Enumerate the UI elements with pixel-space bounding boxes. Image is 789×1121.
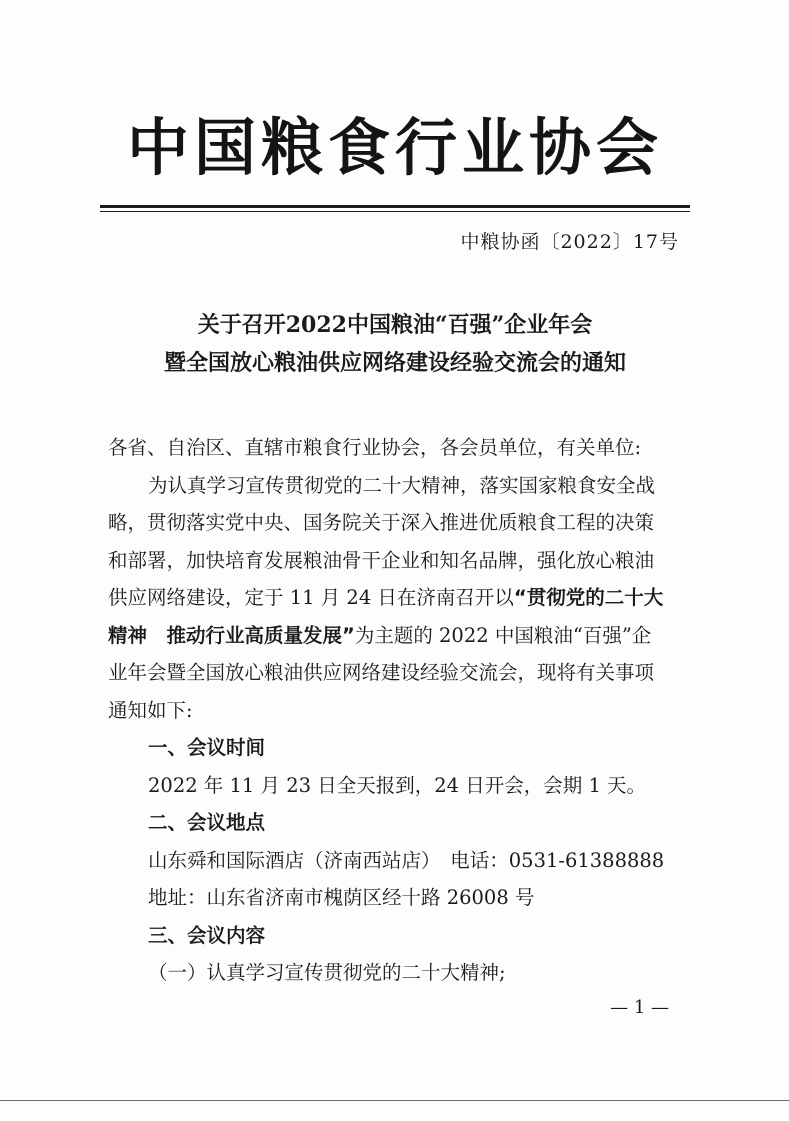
venue-text: 山东舜和国际酒店（济南西站店） 电话：0531-61388888 <box>148 848 665 872</box>
salutation: 各省、自治区、直辖市粮食行业协会，各会员单位，有关单位: <box>108 436 642 459</box>
scan-bottom-edge <box>0 1100 789 1101</box>
header-rule-thick <box>100 205 690 208</box>
theme-text: “贯彻党的二十大 <box>513 586 664 609</box>
document-title <box>100 306 690 382</box>
section-heading-location: 二、会议地点 <box>148 811 266 834</box>
paragraph-text: 为主题的 2022 中国粮油“百强”企 <box>354 623 652 647</box>
document-title-line-2: 暨全国放心粮油供应网络建设经验交流会的通知 <box>163 350 626 376</box>
issuer-header: 中国粮食行业协会 <box>126 111 663 184</box>
section-heading-content: 三、会议内容 <box>148 923 266 947</box>
paragraph-line: 略，贯彻落实党中央、国务院关于深入推进优质粮食工程的决策 <box>108 511 655 534</box>
paragraph-text: 供应网络建设，定于 11 月 24 日在济南召开以 <box>108 586 514 609</box>
paragraph-line: 通知如下: <box>108 698 193 722</box>
paragraph-line <box>108 579 693 617</box>
paragraph-line: 为认真学习宣传贯彻党的二十大精神，落实国家粮食安全战 <box>148 473 656 497</box>
paragraph-line: 业年会暨全国放心粮油供应网络建设经验交流会，现将有关事项 <box>108 661 655 684</box>
section-heading-time: 一、会议时间 <box>148 736 266 759</box>
document-body <box>108 429 693 992</box>
theme-text: 精神 推动行业高质量发展” <box>108 623 355 647</box>
document-title-line-1: 关于召开2022中国粮油“百强”企业年会 <box>197 312 593 338</box>
document-number: 中粮协函〔2022〕17号 <box>460 231 679 253</box>
meeting-time-text: 2022 年 11 月 23 日全天报到，24 日开会，会期 1 天。 <box>148 773 647 797</box>
address-text: 地址：山东省济南市槐荫区经十路 26008 号 <box>148 886 535 909</box>
header-rule-thin <box>100 211 690 212</box>
paragraph-line <box>108 617 693 655</box>
paragraph-line: 和部署，加快培育发展粮油骨干企业和知名品牌，强化放心粮油 <box>108 548 655 572</box>
page-number: — 1 — <box>610 997 669 1018</box>
content-item-1: （一）认真学习宣传贯彻党的二十大精神; <box>148 961 506 984</box>
